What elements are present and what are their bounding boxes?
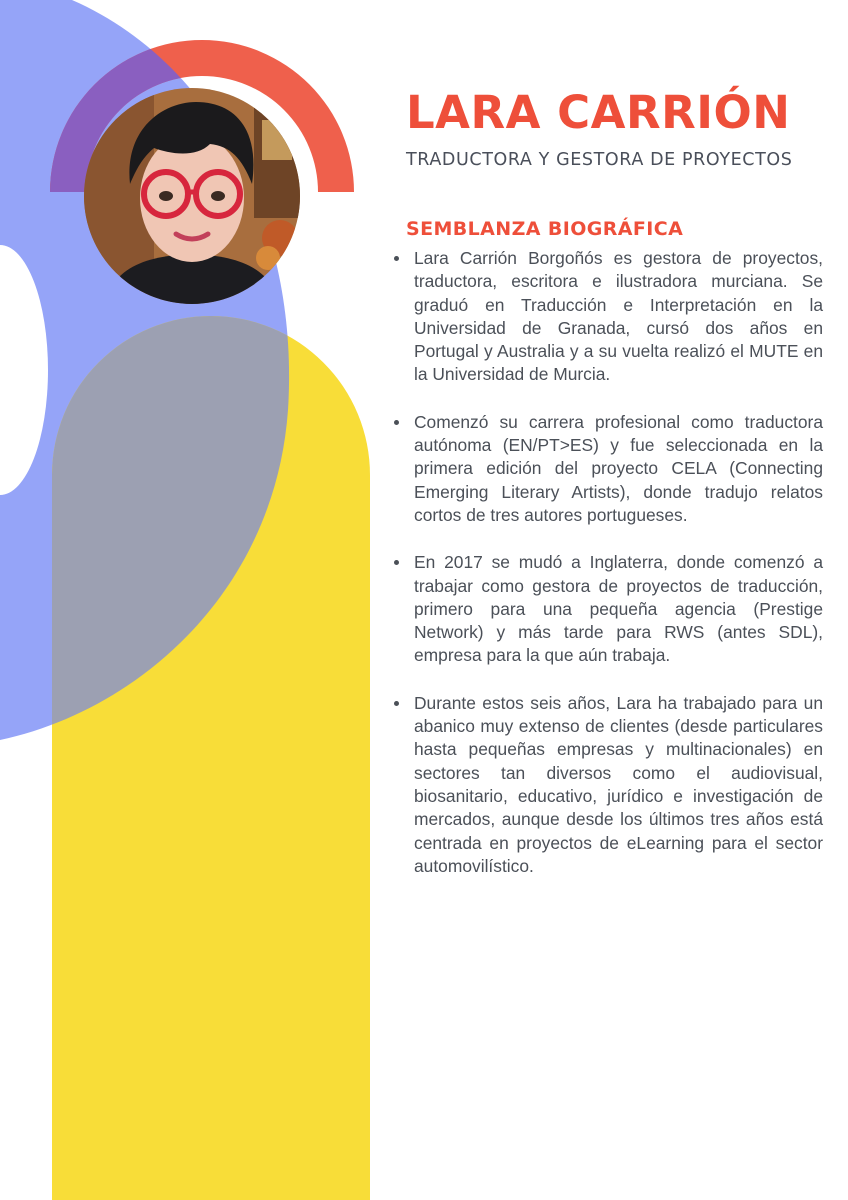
bullet-icon (394, 420, 399, 425)
profile-photo (84, 88, 300, 304)
bio-paragraph-text: Comenzó su carrera profesional como traductora autónoma (EN/PT>ES) y fue seleccionada en la primera edición del proyecto CELA (Connecting Emerging Literary Artists), donde tradujo relatos cortos de tres autores portugueses. (414, 411, 823, 525)
bio-list (389, 247, 823, 902)
bullet-icon (394, 256, 399, 261)
bio-paragraph-text: Durante estos seis años, Lara ha trabajado para un abanico muy extenso de clientes (desde particulares hasta pequeñas empresas y multinacionales) en sectores tan diversos como el audiovisual, biosanitario, educativo, jurídico e investigación de mercados, aunque desde los últimos tres años está centrada en proyectos de eLearning para el sector automovilístico. (414, 692, 823, 876)
bullet-icon (394, 560, 399, 565)
job-title: TRADUCTORA Y GESTORA DE PROYECTOS (406, 150, 793, 170)
bio-paragraph-text: En 2017 se mudó a Inglaterra, donde comenzó a trabajar como gestora de proyectos de traducción, primero para una pequeña agencia (Prestige Network) y más tarde para RWS (antes SDL), empresa para la que aún trabaja. (414, 552, 823, 666)
section-title: SEMBLANZA BIOGRÁFICA (406, 218, 684, 240)
bio-paragraph-text: Lara Carrión Borgoñós es gestora de proyectos, traductora, escritora e ilustradora murciana. Se graduó en Traducción e Interpretación en la Universidad de Granada, cursó dos años en Portugal y Australia y a su vuelta realizó el MUTE en la Universidad de Murcia. (414, 248, 823, 385)
bio-paragraph (389, 247, 823, 387)
person-name: LARA CARRIÓN (406, 86, 791, 139)
bullet-icon (394, 701, 399, 706)
bio-paragraph (389, 692, 823, 878)
bio-paragraph (389, 551, 823, 667)
bio-paragraph (389, 411, 823, 527)
